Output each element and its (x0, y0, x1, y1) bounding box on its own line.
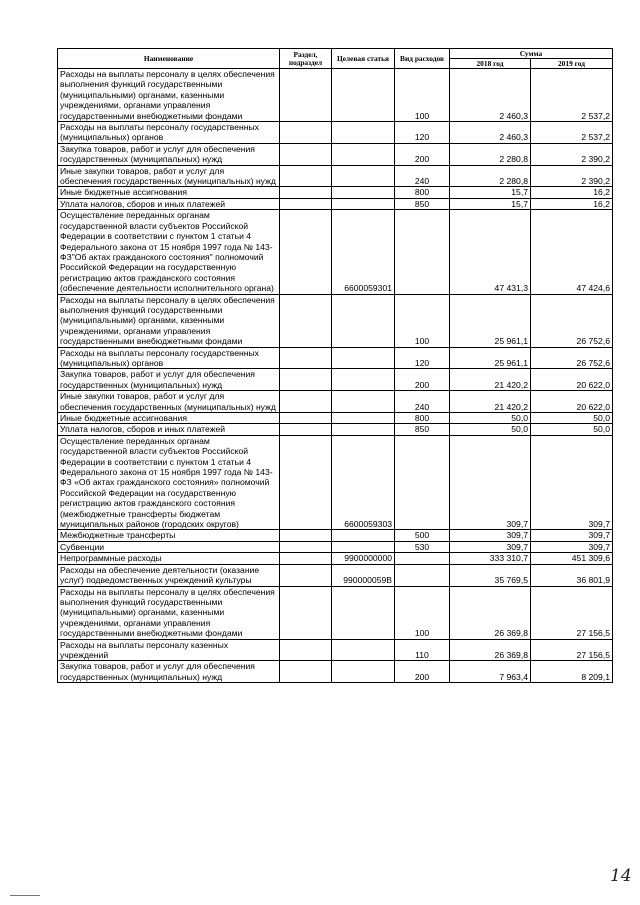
table-body (58, 69, 613, 683)
cell-section (280, 198, 332, 209)
page-number: 14 (610, 866, 632, 886)
cell-sum-2019: 20 622,0 (531, 369, 613, 391)
cell-sum-2018: 47 431,3 (450, 210, 531, 294)
cell-sum-2019: 36 801,9 (531, 564, 613, 586)
cell-expense-type: 120 (395, 347, 450, 369)
cell-section (280, 391, 332, 413)
cell-sum-2018: 7 963,4 (450, 661, 531, 683)
table-row (58, 413, 613, 424)
cell-sum-2019: 8 209,1 (531, 661, 613, 683)
table-row (58, 530, 613, 541)
cell-target (332, 424, 395, 435)
cell-expense-type: 500 (395, 530, 450, 541)
table-row (58, 165, 613, 187)
cell-target (332, 639, 395, 661)
cell-sum-2019: 50,0 (531, 413, 613, 424)
cell-sum-2018: 21 420,2 (450, 391, 531, 413)
header-year-2018: 2018 год (450, 59, 531, 69)
cell-sum-2019: 2 537,2 (531, 69, 613, 122)
cell-sum-2018: 35 769,5 (450, 564, 531, 586)
header-target: Целевая статья (332, 49, 395, 69)
cell-name: Уплата налогов, сборов и иных платежей (58, 424, 280, 435)
cell-sum-2019: 2 537,2 (531, 122, 613, 144)
cell-sum-2018: 2 280,8 (450, 143, 531, 165)
cell-target (332, 294, 395, 347)
cell-target: 6600059303 (332, 435, 395, 530)
cell-target (332, 586, 395, 639)
cell-sum-2019: 27 156,5 (531, 639, 613, 661)
cell-name: Осуществление переданных органам государственной власти субъектов Российской Федерации в соответствии с пунктом 1 статьи 4 Федерального закона от 15 ноября 1997 года № 143-ФЗ «Об актах гражданского состояния» полномочий Российской Федерации на государственную регистрацию актов гражданского состояния (межбюджетные трансферты бюджетам муниципальных районов (городских округов) (58, 435, 280, 530)
cell-name: Межбюджетные трансферты (58, 530, 280, 541)
cell-name: Расходы на выплаты персоналу в целях обеспечения выполнения функций государственными (муниципальными) органами, казенными учреждениями, органами управления государственными внебюджетными фондами (58, 294, 280, 347)
cell-expense-type: 100 (395, 586, 450, 639)
table-row (58, 198, 613, 209)
cell-sum-2018: 309,7 (450, 530, 531, 541)
cell-expense-type (395, 553, 450, 564)
cell-expense-type (395, 210, 450, 294)
cell-section (280, 143, 332, 165)
cell-name: Осуществление переданных органам государственной власти субъектов Российской Федерации в соответствии с пунктом 1 статьи 4 Федерального закона от 15 ноября 1997 года № 143-ФЗ"Об актах гражданского состояния" полномочий Российской Федерации на государственную регистрацию актов гражданского состояния (обеспечение деятельности исполнительного органа) (58, 210, 280, 294)
cell-sum-2018: 2 460,3 (450, 122, 531, 144)
cell-expense-type: 120 (395, 122, 450, 144)
table-row (58, 564, 613, 586)
cell-expense-type: 850 (395, 198, 450, 209)
cell-section (280, 661, 332, 683)
cell-section (280, 210, 332, 294)
cell-name: Расходы на выплаты персоналу государственных (муниципальных) органов (58, 347, 280, 369)
table-row (58, 294, 613, 347)
cell-sum-2019: 16,2 (531, 187, 613, 198)
table-row (58, 122, 613, 144)
cell-target (332, 347, 395, 369)
cell-target (332, 198, 395, 209)
cell-section (280, 424, 332, 435)
table-row (58, 661, 613, 683)
cell-sum-2018: 26 369,8 (450, 586, 531, 639)
table-header (58, 49, 613, 69)
header-expense-type: Вид расходов (395, 49, 450, 69)
cell-target (332, 530, 395, 541)
table-row (58, 391, 613, 413)
cell-target (332, 369, 395, 391)
cell-section (280, 187, 332, 198)
cell-name: Закупка товаров, работ и услуг для обеспечения государственных (муниципальных) нужд (58, 143, 280, 165)
cell-sum-2018: 26 369,8 (450, 639, 531, 661)
cell-target (332, 69, 395, 122)
table-row (58, 541, 613, 552)
cell-section (280, 586, 332, 639)
cell-sum-2018: 25 961,1 (450, 294, 531, 347)
cell-sum-2018: 309,7 (450, 435, 531, 530)
cell-expense-type: 240 (395, 165, 450, 187)
cell-sum-2018: 15,7 (450, 198, 531, 209)
table-row (58, 586, 613, 639)
cell-section (280, 165, 332, 187)
header-name: Наименование (58, 49, 280, 69)
cell-expense-type (395, 564, 450, 586)
cell-expense-type: 200 (395, 369, 450, 391)
cell-target: 990000059В (332, 564, 395, 586)
cell-name: Иные бюджетные ассигнования (58, 413, 280, 424)
cell-expense-type: 100 (395, 69, 450, 122)
cell-section (280, 294, 332, 347)
cell-section (280, 69, 332, 122)
cell-section (280, 413, 332, 424)
table-row (58, 143, 613, 165)
cell-sum-2019: 309,7 (531, 530, 613, 541)
cell-target (332, 391, 395, 413)
table-row (58, 435, 613, 530)
cell-sum-2019: 309,7 (531, 541, 613, 552)
cell-sum-2018: 309,7 (450, 541, 531, 552)
cell-expense-type: 240 (395, 391, 450, 413)
footer-mark (10, 895, 40, 896)
cell-sum-2018: 333 310,7 (450, 553, 531, 564)
header-section: Раздел, подраздел (280, 49, 332, 69)
cell-sum-2019: 20 622,0 (531, 391, 613, 413)
cell-target (332, 165, 395, 187)
cell-name: Расходы на выплаты персоналу в целях обеспечения выполнения функций государственными (муниципальными) органами, казенными учреждениями, органами управления государственными внебюджетными фондами (58, 586, 280, 639)
cell-name: Иные закупки товаров, работ и услуг для обеспечения государственных (муниципальных) нужд (58, 165, 280, 187)
cell-section (280, 435, 332, 530)
cell-section (280, 530, 332, 541)
cell-name: Субвенции (58, 541, 280, 552)
cell-sum-2019: 451 309,6 (531, 553, 613, 564)
cell-section (280, 541, 332, 552)
cell-sum-2019: 27 156,5 (531, 586, 613, 639)
cell-target (332, 122, 395, 144)
cell-target (332, 661, 395, 683)
cell-name: Закупка товаров, работ и услуг для обеспечения государственных (муниципальных) нужд (58, 661, 280, 683)
cell-expense-type (395, 435, 450, 530)
cell-sum-2018: 15,7 (450, 187, 531, 198)
table-row (58, 639, 613, 661)
cell-target: 6600059301 (332, 210, 395, 294)
table-row (58, 424, 613, 435)
cell-sum-2018: 25 961,1 (450, 347, 531, 369)
cell-target (332, 541, 395, 552)
cell-target (332, 413, 395, 424)
header-sum: Сумма (450, 49, 613, 59)
cell-sum-2019: 47 424,6 (531, 210, 613, 294)
cell-sum-2018: 2 460,3 (450, 69, 531, 122)
cell-expense-type: 800 (395, 413, 450, 424)
cell-section (280, 564, 332, 586)
cell-name: Расходы на обеспечение деятельности (оказание услуг) подведомственных учреждений культуры (58, 564, 280, 586)
cell-sum-2018: 21 420,2 (450, 369, 531, 391)
cell-section (280, 369, 332, 391)
cell-expense-type: 850 (395, 424, 450, 435)
cell-section (280, 553, 332, 564)
cell-expense-type: 110 (395, 639, 450, 661)
cell-target: 9900000000 (332, 553, 395, 564)
table-row (58, 347, 613, 369)
cell-name: Закупка товаров, работ и услуг для обеспечения государственных (муниципальных) нужд (58, 369, 280, 391)
cell-sum-2018: 50,0 (450, 413, 531, 424)
cell-section (280, 639, 332, 661)
cell-expense-type: 200 (395, 661, 450, 683)
cell-sum-2019: 2 390,2 (531, 143, 613, 165)
table-row (58, 187, 613, 198)
cell-name: Уплата налогов, сборов и иных платежей (58, 198, 280, 209)
budget-table (57, 48, 613, 683)
cell-sum-2018: 2 280,8 (450, 165, 531, 187)
cell-target (332, 143, 395, 165)
header-year-2019: 2019 год (531, 59, 613, 69)
cell-sum-2019: 309,7 (531, 435, 613, 530)
cell-expense-type: 800 (395, 187, 450, 198)
cell-name: Расходы на выплаты персоналу казенных учреждений (58, 639, 280, 661)
table-row (58, 69, 613, 122)
table-row (58, 553, 613, 564)
cell-sum-2019: 50,0 (531, 424, 613, 435)
cell-section (280, 347, 332, 369)
cell-sum-2019: 16,2 (531, 198, 613, 209)
cell-name: Иные бюджетные ассигнования (58, 187, 280, 198)
cell-expense-type: 530 (395, 541, 450, 552)
cell-expense-type: 200 (395, 143, 450, 165)
cell-section (280, 122, 332, 144)
table-row (58, 210, 613, 294)
cell-name: Расходы на выплаты персоналу государственных (муниципальных) органов (58, 122, 280, 144)
cell-name: Непрограммные расходы (58, 553, 280, 564)
cell-sum-2019: 26 752,6 (531, 294, 613, 347)
cell-name: Иные закупки товаров, работ и услуг для обеспечения государственных (муниципальных) нужд (58, 391, 280, 413)
cell-sum-2019: 26 752,6 (531, 347, 613, 369)
cell-target (332, 187, 395, 198)
cell-name: Расходы на выплаты персоналу в целях обеспечения выполнения функций государственными (муниципальными) органами, казенными учреждениями, органами управления государственными внебюджетными фондами (58, 69, 280, 122)
table-row (58, 369, 613, 391)
cell-sum-2018: 50,0 (450, 424, 531, 435)
cell-expense-type: 100 (395, 294, 450, 347)
cell-sum-2019: 2 390,2 (531, 165, 613, 187)
